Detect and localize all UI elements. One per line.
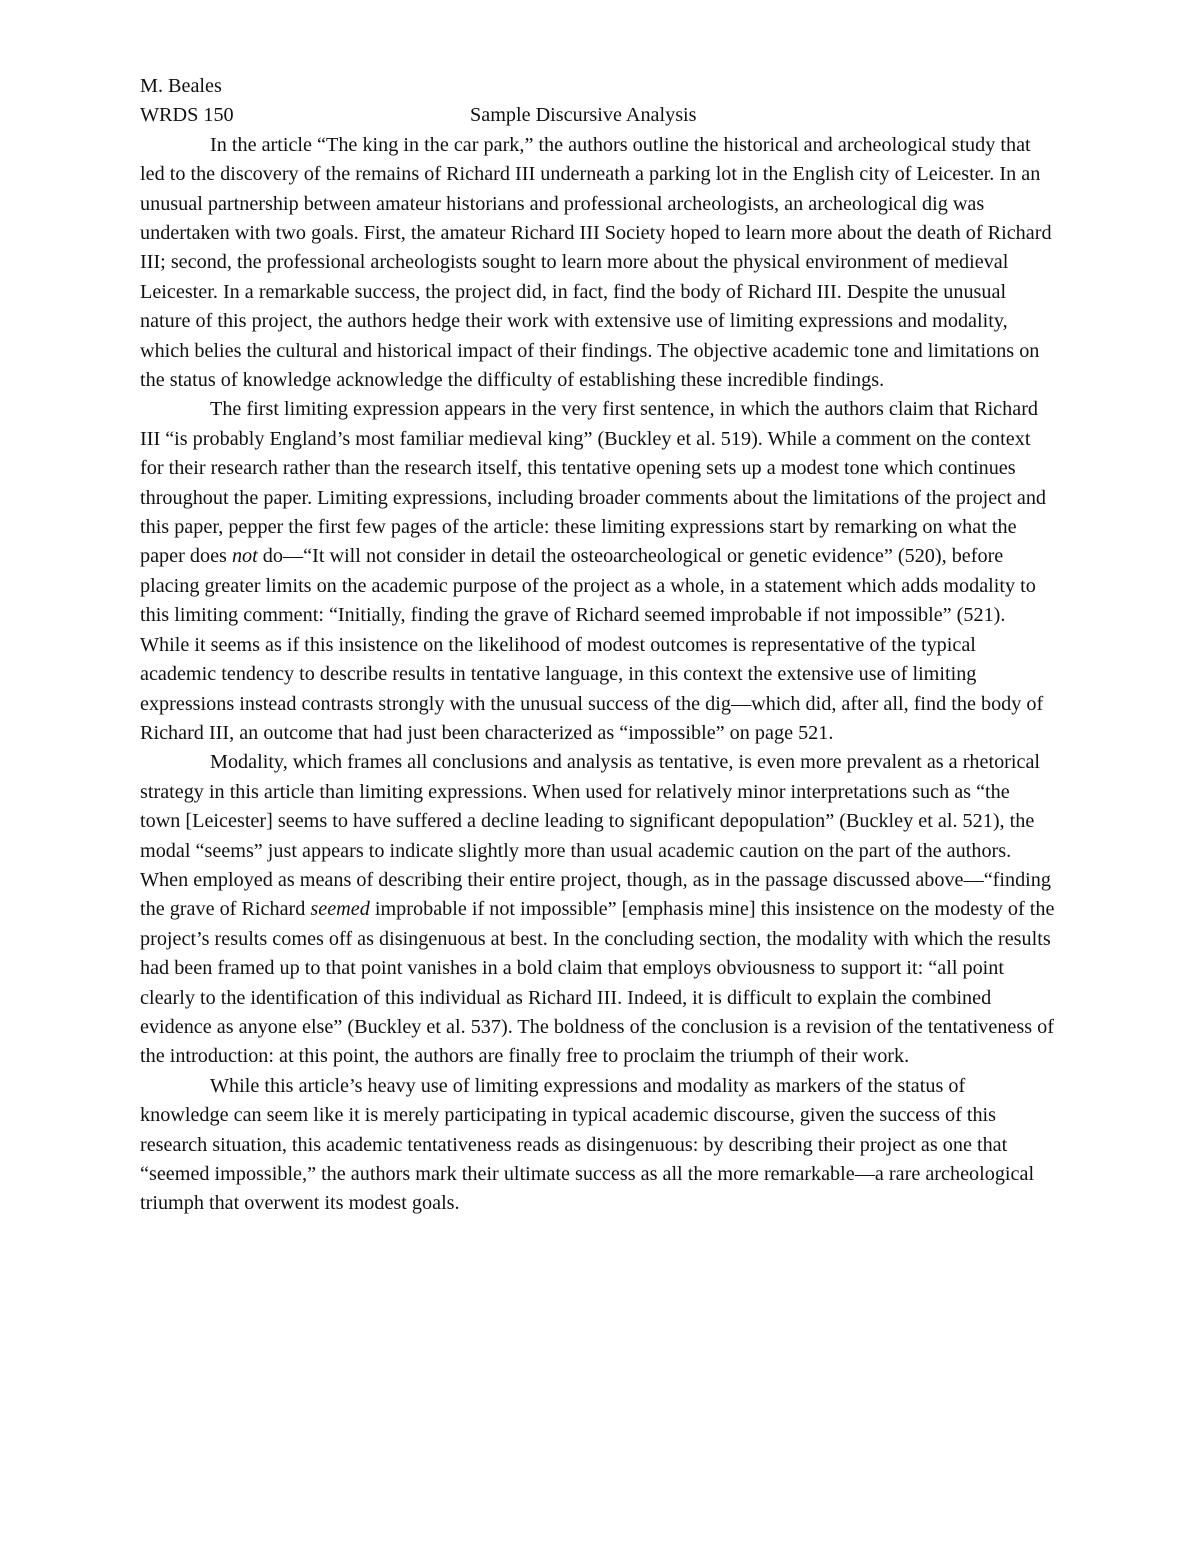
text-run: improbable if not impossible” [emphasis mine] this insistence on the modesty of the project’s results comes off as disingenuous at best. In the concluding section, the modality with which the results had been framed up to that point vanishes in a bold claim that employs obviousness to support it: “all point clearly to the identification of this individual as Richard III. Indeed, it is difficult to explain the combined evidence as anyone else” (Buckley et al. 537). The boldness of the conclusion is a revision of the tentativeness of the introduction: at this point, the authors are finally free to proclaim the triumph of their work. <box>140 898 1055 1068</box>
document-page <box>140 72 1055 1219</box>
author-name: M. Beales <box>140 75 222 97</box>
paragraph <box>140 748 1055 1071</box>
text-run: do—“It will not consider in detail the osteoarcheological or genetic evidence” (520), before placing greater limits on the academic purpose of the project as a whole, in a statement which adds modality to this limiting comment: “Initially, finding the grave of Richard seemed improbable if not impossible” (521). While it seems as if this insistence on the likelihood of modest outcomes is representative of the typical academic tendency to describe results in tentative language, in this context the extensive use of limiting expressions instead contrasts strongly with the unusual success of the dig—which did, after all, find the body of Richard III, an outcome that had just been characterized as “impossible” on page 521. <box>140 545 1044 744</box>
paragraph <box>140 395 1055 748</box>
essay-body <box>140 131 1055 1219</box>
paragraph <box>140 131 1055 396</box>
course-title-row <box>140 101 1055 130</box>
text-run: In the article “The king in the car park,” the authors outline the historical and archeological study that led to the discovery of the remains of Richard III underneath a parking lot in the English city of Leicester. In an unusual partnership between amateur historians and professional archeologists, an archeological dig was undertaken with two goals. First, the amateur Richard III Society hoped to learn more about the death of Richard III; second, the professional archeologists sought to learn more about the physical environment of medieval Leicester. In a remarkable success, the project did, in fact, find the body of Richard III. Despite the unusual nature of this project, the authors hedge their work with extensive use of limiting expressions and modality, which belies the cultural and historical impact of their findings. The objective academic tone and limitations on the status of knowledge acknowledge the difficulty of establishing these incredible findings. <box>140 133 1052 392</box>
text-run: While this article’s heavy use of limiting expressions and modality as markers of the status of knowledge can seem like it is merely participating in typical academic discourse, given the success of this research situation, this academic tentativeness reads as disingenuous: by describing their project as one that “seemed impossible,” the authors mark their ultimate success as all the more remarkable—a rare archeological triumph that overwent its modest goals. <box>140 1074 1035 1215</box>
emphasized-text: not <box>231 545 258 568</box>
course-code: WRDS 150 <box>140 104 234 127</box>
emphasized-text: seemed <box>310 898 370 921</box>
document-title: Sample Discursive Analysis <box>470 104 697 127</box>
text-run: The first limiting expression appears in the very first sentence, in which the authors claim that Richard III “is probably England’s most familiar medieval king” (Buckley et al. 519). While a comment on the context for their research rather than the research itself, this tentative opening sets up a modest tone which continues throughout the paper. Limiting expressions, including broader comments about the limitations of the project and this paper, pepper the first few pages of the article: these limiting expressions start by remarking on what the paper does <box>140 398 1047 568</box>
paragraph <box>140 1072 1055 1219</box>
text-run: Modality, which frames all conclusions and analysis as tentative, is even more prevalent as a rhetorical strategy in this article than limiting expressions. When used for relatively minor interpretations such as “the town [Leicester] seems to have suffered a decline leading to significant depopulation” (Buckley et al. 521), the modal “seems” just appears to indicate slightly more than usual academic caution on the part of the authors. When employed as means of describing their entire project, though, as in the passage discussed above—“finding the grave of Richard <box>140 751 1051 921</box>
